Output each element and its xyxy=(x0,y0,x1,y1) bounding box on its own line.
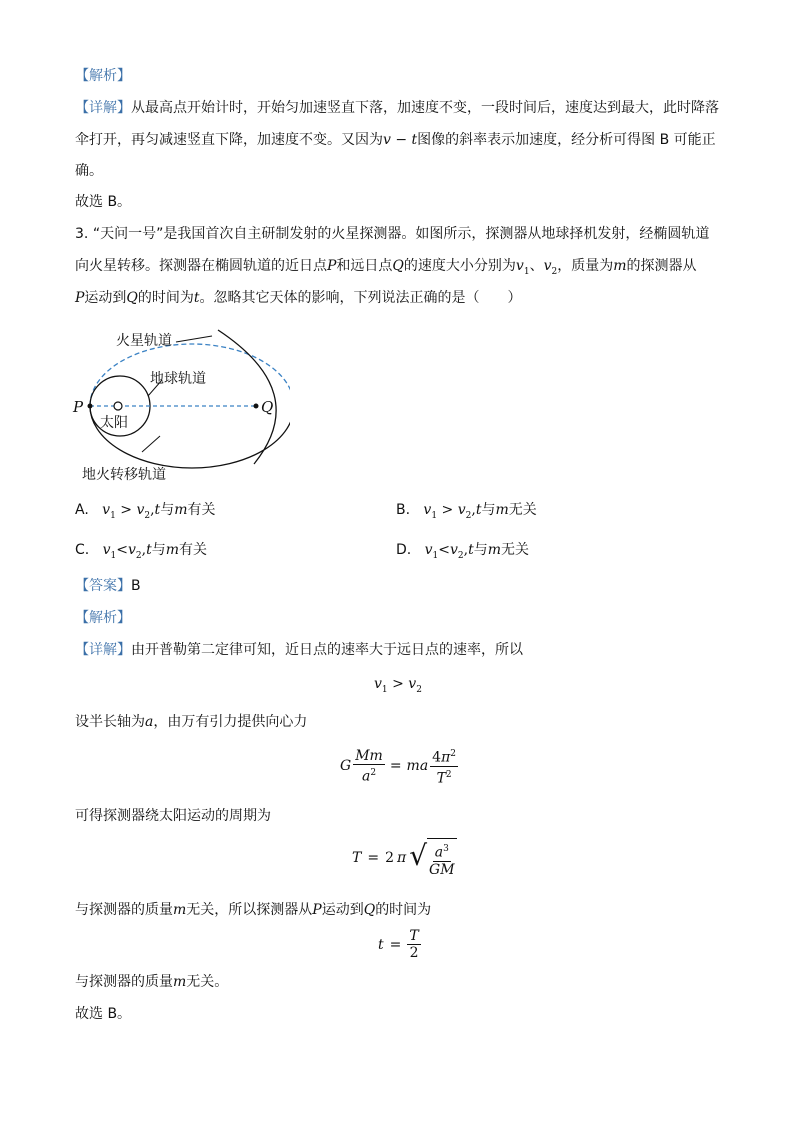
eq2-a: a xyxy=(361,768,371,785)
eq2-frac-2 xyxy=(430,746,458,786)
opt-t: t xyxy=(146,542,152,558)
eq3-two: 2 xyxy=(385,849,394,866)
eq4-eq: = xyxy=(389,936,402,953)
eq1-rel: > xyxy=(392,676,404,692)
detail-text-2b: 图像的斜率表示加速度，经分析可得图 B 可能正 xyxy=(417,132,716,148)
opt-m: m xyxy=(165,542,180,558)
answer-line xyxy=(75,576,141,596)
transfer-leader xyxy=(142,436,160,452)
question-text-1: “天问一号”是我国首次自主研制发射的火星探测器。如图所示，探测器从地球择机发射，经椭圆轨道 xyxy=(92,226,710,242)
eq2-sq2: 2 xyxy=(450,749,457,759)
transfer-orbit-label: 地火转移轨道 xyxy=(82,467,166,483)
opt-t: t xyxy=(468,542,474,558)
eq1-v2: v xyxy=(408,676,417,692)
detail-2-line-3: 可得探测器绕太阳运动的周期为 xyxy=(75,808,271,824)
opt-v1: v xyxy=(424,542,433,558)
equation-2 xyxy=(340,746,458,786)
question-text-3b: 的时间为 xyxy=(137,290,194,306)
answer-value: B xyxy=(131,578,141,594)
choose-line-2: 故选 B。 xyxy=(75,1006,132,1022)
opt-text: 无关 xyxy=(508,502,537,518)
eq2-four: 4 xyxy=(432,749,442,766)
question-text-2d: ，质量为 xyxy=(557,258,614,274)
opt-rel: > xyxy=(441,502,454,518)
opt-with: 与 xyxy=(473,542,488,558)
point-q-dot xyxy=(254,404,259,409)
diagram-p-label: P xyxy=(73,398,84,416)
detail-text-2a: 伞打开，再匀减速竖直下降，加速度不变。又因为 xyxy=(75,132,383,148)
eq3-a: a xyxy=(434,844,444,861)
eq3-cube: 3 xyxy=(443,844,449,854)
mars-orbit-label: 火星轨道 xyxy=(116,333,172,349)
opt-m: m xyxy=(174,502,188,518)
opt-v1: v xyxy=(102,502,111,518)
eq3-eq: = xyxy=(367,849,380,866)
option-b[interactable] xyxy=(396,500,537,526)
mars-orbit xyxy=(218,330,276,464)
opt-s2: 2 xyxy=(465,510,472,521)
detail-2-text-5b: 无关。 xyxy=(186,974,229,990)
point-q-2: Q xyxy=(126,290,138,306)
sun-label: 太阳 xyxy=(100,415,128,431)
opt-v1: v xyxy=(423,502,432,518)
opt-t: t xyxy=(154,502,161,518)
opt-rel: < xyxy=(438,542,450,558)
eq2-g: G xyxy=(340,758,352,775)
detail-2-m2: m xyxy=(173,974,187,990)
opt-s1: 1 xyxy=(110,550,117,561)
opt-text: 无关 xyxy=(501,542,530,558)
detail-2-text-4a: 与探测器的质量 xyxy=(75,902,173,918)
opt-v2: v xyxy=(136,502,145,518)
equation-4 xyxy=(378,928,421,961)
detail-line-3: 确。 xyxy=(75,163,103,179)
eq2-sq3: 2 xyxy=(445,769,452,780)
point-q: Q xyxy=(392,258,404,274)
opt-with: 与 xyxy=(481,502,496,518)
eq4-two: 2 xyxy=(409,945,419,961)
opt-v2: v xyxy=(457,502,466,518)
opt-s2: 2 xyxy=(457,550,464,561)
earth-orbit-label: 地球轨道 xyxy=(150,371,206,387)
sep: 、 xyxy=(529,258,544,274)
detail-2-m: m xyxy=(173,902,187,918)
opt-s2: 2 xyxy=(144,510,151,521)
opt-m: m xyxy=(495,502,509,518)
eq3-sqrt xyxy=(409,838,456,878)
opt-rel: < xyxy=(116,542,128,558)
analysis-tag-1: 【解析】 xyxy=(75,68,131,84)
detail-2-text-4c: 运动到 xyxy=(321,902,364,918)
question-text-2a: 向火星转移。探测器在椭圆轨道的近日点 xyxy=(75,258,327,274)
opt-comma: , xyxy=(141,542,147,558)
eq1-v1: v xyxy=(374,676,382,692)
detail-2-line-4 xyxy=(75,900,431,920)
eq4-t: t xyxy=(378,936,384,953)
eq2-pi: π xyxy=(441,749,451,766)
detail-2-text-1: 由开普勒第二定律可知，近日点的速率大于远日点的速率，所以 xyxy=(131,642,523,658)
eq2-t: T xyxy=(436,770,446,787)
question-text-3a: 运动到 xyxy=(84,290,127,306)
question-text-3c: 。忽略其它天体的影响，下列说法正确的是（ ） xyxy=(199,290,522,306)
detail-text-1: 从最高点开始计时，开始匀加速竖直下落，加速度不变，一段时间后，速度达到最大，此时降落 xyxy=(131,100,719,116)
option-a[interactable] xyxy=(75,500,215,526)
detail-2-text-2a: 设半长轴为 xyxy=(75,714,145,730)
detail-2-line-5 xyxy=(75,972,228,992)
opt-with: 与 xyxy=(151,542,166,558)
opt-v2: v xyxy=(449,542,458,558)
answer-tag: 【答案】 xyxy=(75,578,131,594)
detail-2-line-2 xyxy=(75,712,307,732)
detail-line-2 xyxy=(75,130,716,150)
opt-comma: , xyxy=(150,502,155,518)
sqrt-icon: √ xyxy=(409,839,428,872)
eq2-mm: Mm xyxy=(355,747,383,764)
eq2-eq: = xyxy=(389,758,402,775)
eq4-tt: T xyxy=(409,928,419,944)
opt-v2: v xyxy=(127,542,136,558)
eq2-frac-1 xyxy=(353,748,385,785)
v2-sub: 2 xyxy=(551,266,558,277)
analysis-tag-2: 【解析】 xyxy=(75,610,131,626)
detail-2-text-2b: ，由万有引力提供向心力 xyxy=(153,714,308,730)
v1-sub: 1 xyxy=(523,266,530,277)
mass-symbol: m xyxy=(613,258,627,274)
eq1-s2: 2 xyxy=(416,684,422,695)
sun-icon xyxy=(114,402,122,410)
point-p: P xyxy=(327,258,337,274)
option-c-label: C. xyxy=(75,542,90,558)
eq3-pi: π xyxy=(397,849,407,866)
opt-t: t xyxy=(475,502,482,518)
eq1-s1: 1 xyxy=(381,684,388,695)
point-p-2: P xyxy=(75,290,85,306)
vt-symbol: v − t xyxy=(383,132,418,148)
option-c[interactable] xyxy=(75,540,207,566)
equation-1 xyxy=(374,676,422,695)
detail-tag-1: 【详解】 xyxy=(75,100,131,116)
detail-2-q: Q xyxy=(363,902,376,918)
semi-major-a: a xyxy=(145,714,154,730)
eq3-t: T xyxy=(352,849,362,866)
opt-comma: , xyxy=(463,542,469,558)
option-b-label: B. xyxy=(396,502,411,518)
mars-leader xyxy=(176,336,212,342)
opt-text: 有关 xyxy=(187,502,216,518)
eq2-ma: ma xyxy=(406,758,429,775)
eq3-frac xyxy=(427,838,457,878)
question-line-3 xyxy=(75,288,522,308)
question-text-2c: 的速度大小分别为 xyxy=(403,258,516,274)
eq3-gm: GM xyxy=(429,861,455,878)
eq4-frac xyxy=(407,928,420,961)
v1-symbol: v xyxy=(515,258,524,274)
opt-with: 与 xyxy=(160,502,175,518)
option-a-label: A. xyxy=(75,502,89,518)
detail-2-p: P xyxy=(312,902,322,918)
opt-s1: 1 xyxy=(110,510,116,521)
opt-rel: > xyxy=(120,502,132,518)
v2-symbol: v xyxy=(543,258,552,274)
option-d-label: D. xyxy=(396,542,412,558)
diagram-q-label: Q xyxy=(261,398,274,416)
question-text-2b: 和远日点 xyxy=(336,258,393,274)
time-symbol: t xyxy=(193,290,200,306)
opt-text: 有关 xyxy=(179,542,208,558)
opt-s1: 1 xyxy=(431,510,438,521)
point-p-dot xyxy=(88,404,93,409)
detail-line-1 xyxy=(75,98,719,118)
question-line-2 xyxy=(75,256,697,282)
opt-m: m xyxy=(487,542,502,558)
question-line-1 xyxy=(75,224,709,244)
detail-2-text-4b: 无关，所以探测器从 xyxy=(186,902,313,918)
eq2-sq: 2 xyxy=(370,767,377,778)
choose-line-1: 故选 B。 xyxy=(75,194,132,210)
question-text-2e: 的探测器从 xyxy=(626,258,697,274)
opt-s1: 1 xyxy=(432,550,439,561)
option-d[interactable] xyxy=(396,540,529,566)
question-number: 3. xyxy=(75,226,89,242)
detail-2-line-1 xyxy=(75,640,523,660)
opt-comma: , xyxy=(471,502,476,518)
detail-tag-2: 【详解】 xyxy=(75,642,131,658)
detail-2-text-5a: 与探测器的质量 xyxy=(75,974,173,990)
detail-2-text-4d: 的时间为 xyxy=(375,902,432,918)
opt-s2: 2 xyxy=(135,550,142,561)
opt-v1: v xyxy=(102,542,111,558)
equation-3 xyxy=(352,838,457,878)
